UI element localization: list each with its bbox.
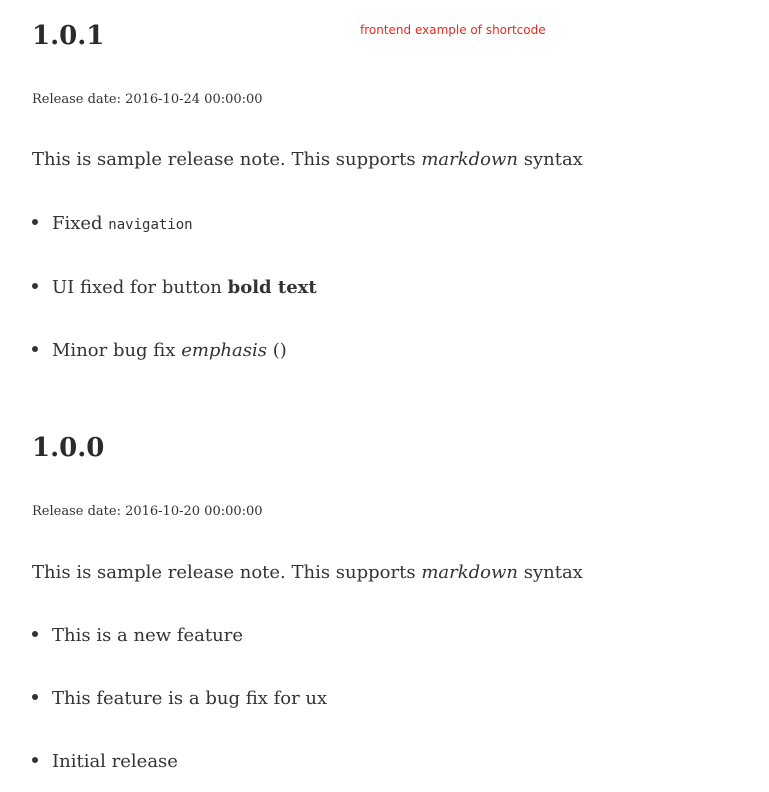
list-item	[32, 212, 193, 237]
shortcode-annotation: frontend example of shortcode	[360, 23, 546, 37]
release-note-emphasis: markdown	[421, 149, 518, 170]
bullet-icon	[32, 283, 38, 289]
list-item-emphasis: emphasis	[181, 340, 267, 361]
release-date: Release date: 2016-10-24 00:00:00	[32, 92, 263, 107]
release-version-heading: 1.0.1	[32, 21, 105, 51]
bullet-icon	[32, 219, 38, 225]
list-item-suffix: ()	[267, 340, 287, 361]
bullet-icon	[32, 346, 38, 352]
list-item-text: UI fixed for button	[52, 277, 228, 298]
release-date: Release date: 2016-10-20 00:00:00	[32, 504, 263, 519]
list-item	[32, 276, 317, 300]
release-note-emphasis: markdown	[421, 562, 518, 583]
release-note	[32, 148, 583, 172]
bullet-icon	[32, 631, 38, 637]
list-item-text: Minor bug fix	[52, 340, 182, 361]
list-item-code: navigation	[108, 217, 193, 233]
list-item-text: Fixed	[52, 213, 109, 234]
release-note	[32, 561, 583, 585]
release-version-heading: 1.0.0	[32, 433, 105, 463]
list-item-text: This feature is a bug fix for ux	[52, 688, 328, 709]
release-note-text: This is sample release note. This supports	[32, 562, 422, 583]
list-item	[32, 339, 287, 363]
list-item	[32, 687, 327, 711]
release-note-text: This is sample release note. This supports	[32, 149, 422, 170]
release-1-0-0	[32, 432, 732, 772]
bullet-icon	[32, 694, 38, 700]
list-item-bold: bold text	[227, 277, 317, 298]
list-item-text: Initial release	[52, 751, 178, 772]
bullet-icon	[32, 757, 38, 763]
release-note-suffix: syntax	[517, 562, 583, 583]
list-item	[32, 624, 243, 648]
release-note-suffix: syntax	[517, 149, 583, 170]
list-item-text: This is a new feature	[52, 625, 243, 646]
release-1-0-1	[32, 20, 732, 361]
list-item	[32, 750, 178, 774]
